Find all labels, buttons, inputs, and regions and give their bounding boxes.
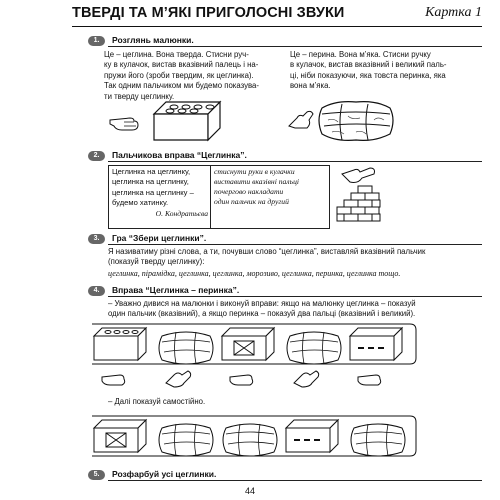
feather-bed-picture <box>351 424 405 456</box>
section-number-4: 4. <box>88 286 105 296</box>
hint-text: – Далі показуй самостійно. <box>108 397 206 406</box>
pointing-hand-icon <box>358 375 381 385</box>
brick-picture <box>286 420 338 452</box>
page-number: 44 <box>244 486 255 496</box>
section-number-5: 5. <box>88 470 105 480</box>
word-list: цеглинка, пірамідка, цеглинка, цеглинка, морозиво, цеглинка, перинка, цеглинка тощо. <box>108 269 401 278</box>
brick-picture <box>222 328 274 360</box>
brick-description: Це – цеглина. Вона тверда. Стисни руч- ку в кулачок, вистав вказівний палець і на- пружи його (зроби твердим, як цеглинка). Так одним пальчиком ми будемо показува- ти тверду цеглинку. <box>104 50 259 101</box>
section-number-2: 2. <box>88 151 105 161</box>
table-divider <box>210 165 211 228</box>
page-header <box>72 4 482 27</box>
poem-author: О. Кондратьєва <box>155 208 208 218</box>
pointing-hand-icon <box>108 112 148 132</box>
two-finger-hand-icon <box>294 371 319 387</box>
section-title-3: Гра “Збери цеглинки”. <box>112 233 207 243</box>
poem: Цеглинка на цеглинку, цеглинка на цеглинку, цеглинка на цеглинку – будемо хатинку. О. Кондратьєва <box>112 167 208 218</box>
brick-picture <box>94 328 146 360</box>
hands-row-1 <box>80 370 500 388</box>
section-number-1: 1. <box>88 36 105 46</box>
feather-bed-picture <box>159 332 213 364</box>
section-title-1: Розглянь малюнки. <box>112 35 194 45</box>
page-title: ТВЕРДІ ТА М’ЯКІ ПРИГОЛОСНІ ЗВУКИ <box>72 5 345 21</box>
game-instructions: Я називатиму різні слова, а ти, почувши слово “цеглинка”, виставляй вказівний пальчик (показуй тверду цеглинку): <box>108 247 426 267</box>
section-rule-4 <box>108 296 482 297</box>
strip-2-drawing <box>80 410 500 470</box>
section-title-4: Вправа “Цеглинка – перинка”. <box>112 285 240 295</box>
fists-hands-icon <box>340 162 378 186</box>
exercise-text: – Уважно дивися на малюнки і виконуй вправи: якщо на малюнку цеглинка – показуй один пальчик (вказівний), а якщо перинка – показуй два пальці (вказівний і великий). <box>108 299 416 319</box>
exercise-instructions: стиснути руки в кулачки виставити вказівні пальці почергово накладати один пальчик на другий <box>214 167 299 206</box>
card-label: Картка 1 <box>425 5 482 20</box>
brick-picture <box>94 420 146 452</box>
section-title-2: Пальчикова вправа “Цеглинка”. <box>112 150 247 160</box>
strip-1-drawing <box>80 318 500 378</box>
feather-bed-picture <box>223 424 277 456</box>
section-rule-3 <box>108 244 482 245</box>
brick-wall-icon <box>336 184 382 224</box>
section-number-3: 3. <box>88 234 105 244</box>
pointing-hand-icon <box>230 375 253 385</box>
pointing-hand-icon <box>102 375 125 385</box>
two-finger-hand-icon <box>166 371 191 387</box>
feather-bed-description: Це – перина. Вона м’яка. Стисни ручку в кулачок, вистав вказівний і великий паль- ці, ніби показуючи, яка товста перинка, яка вона м’яка. <box>290 50 447 91</box>
section-rule-5 <box>108 480 482 481</box>
section-title-5: Розфарбуй усі цеглинки. <box>112 469 217 479</box>
brick-icon <box>152 100 222 142</box>
feather-bed-icon <box>316 98 396 142</box>
section-rule-1 <box>108 46 482 47</box>
feather-bed-picture <box>287 332 341 364</box>
brick-picture <box>350 328 402 360</box>
section-rule-2 <box>108 161 482 162</box>
feather-bed-picture <box>159 424 213 456</box>
